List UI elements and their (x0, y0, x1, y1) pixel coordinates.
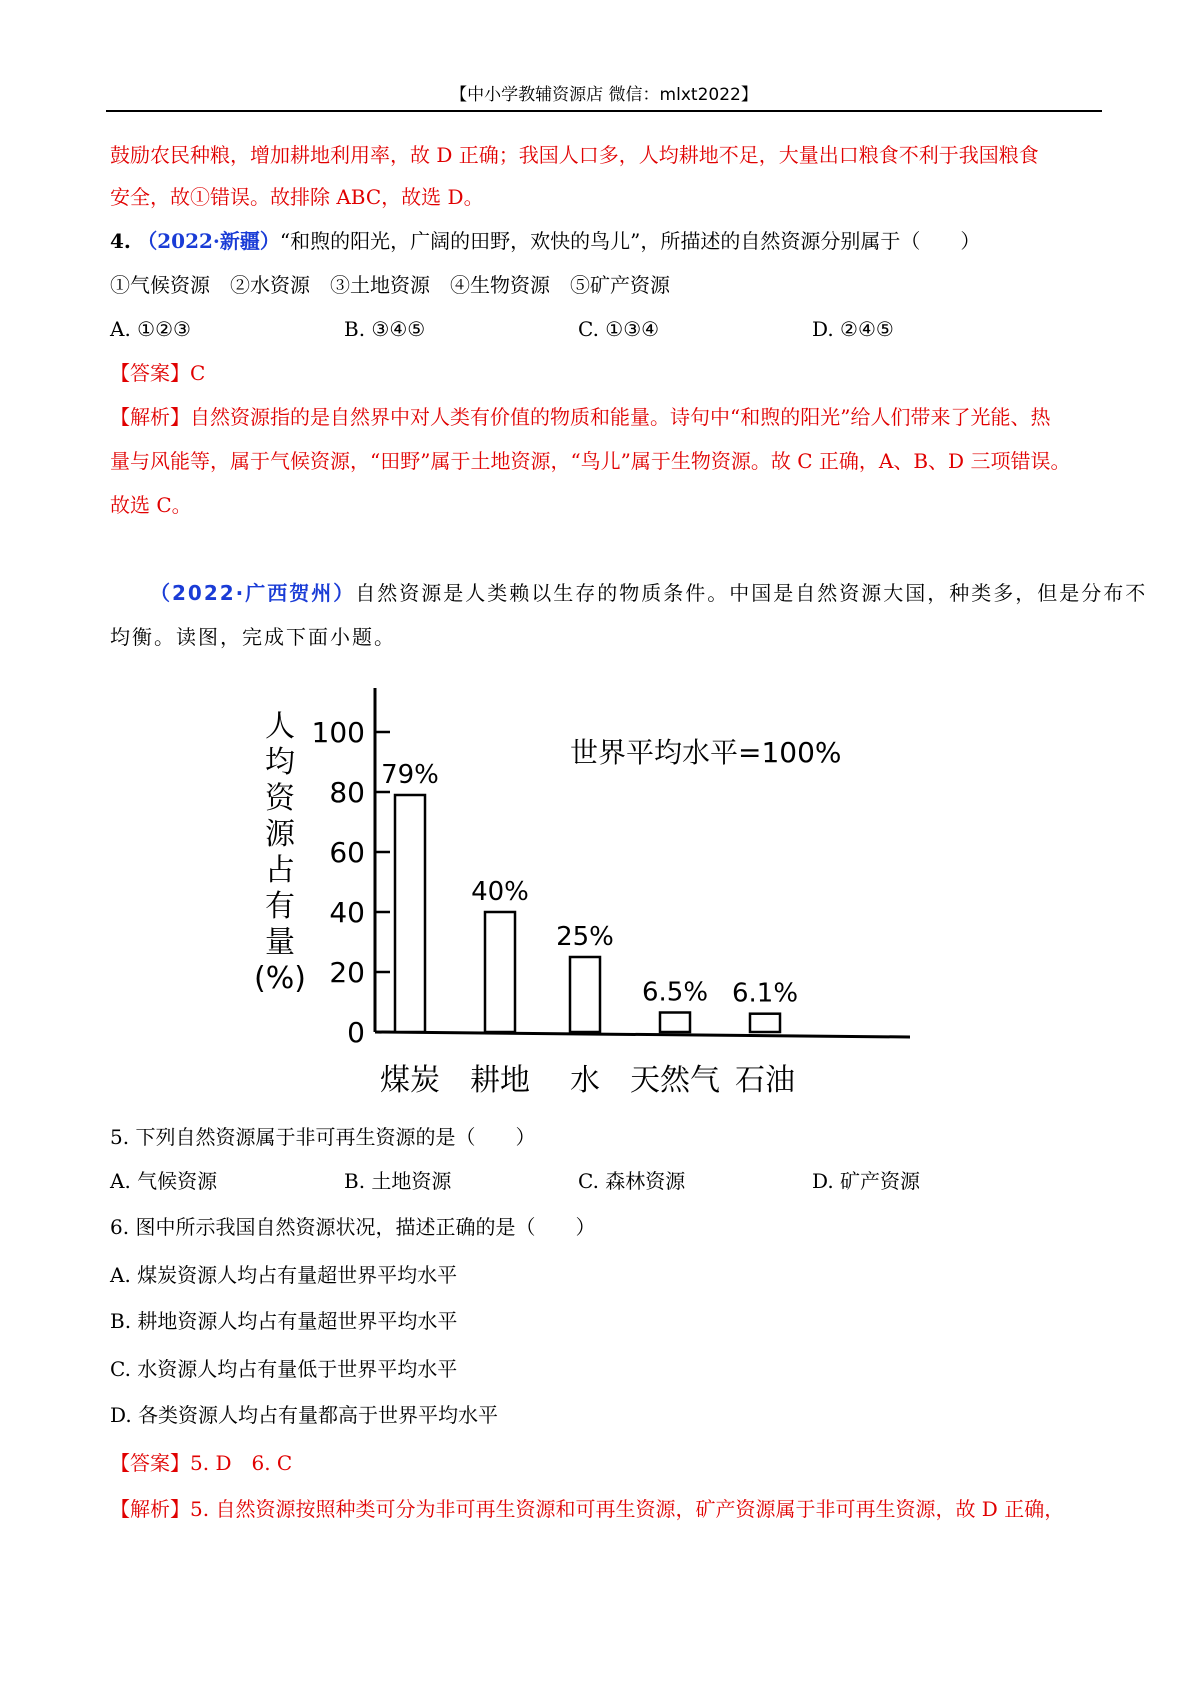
resource-bar-chart (254, 680, 920, 1100)
category-label: 水 (570, 1063, 600, 1098)
bar-煤炭 (395, 795, 425, 1032)
y-axis-label-char: 源 (265, 817, 295, 852)
question-6-option-a: A. 煤炭资源人均占有量超世界平均水平 (110, 1263, 458, 1287)
analysis-label: 【解析】 (110, 1497, 190, 1521)
data-label: 79% (381, 760, 439, 790)
y-axis-label-char: (%) (254, 961, 306, 996)
group-stem-line-1 (150, 578, 1147, 608)
answer-value: C (190, 361, 206, 385)
question-4-text: “和煦的阳光，广阔的田野，欢快的鸟儿”，所描述的自然资源分别属于（ ） (279, 229, 981, 253)
analysis-5-6 (110, 1494, 1064, 1524)
question-6-option-c: C. 水资源人均占有量低于世界平均水平 (110, 1357, 458, 1381)
analysis-label: 【解析】 (110, 405, 190, 429)
question-5-option-a: A. 气候资源 (110, 1169, 218, 1193)
answer-label: 【答案】 (110, 1451, 190, 1475)
y-axis-label-char: 量 (265, 925, 295, 960)
question-4-option-a: A. ①②③ (110, 317, 191, 341)
question-4-answer (110, 358, 205, 388)
question-4-analysis-line-1 (110, 402, 1050, 432)
question-6-stem: 6. 图中所示我国自然资源状况，描述正确的是（ ） (110, 1215, 596, 1239)
data-label: 40% (471, 877, 529, 907)
header-divider (106, 110, 1102, 112)
question-4-stem (110, 226, 980, 256)
data-label: 25% (556, 922, 614, 952)
bar-天然气 (660, 1013, 690, 1033)
y-axis-label-char: 均 (265, 745, 295, 780)
y-axis-label-char: 有 (265, 889, 295, 924)
question-6-option-d: D. 各类资源人均占有量都高于世界平均水平 (110, 1403, 499, 1427)
answer-value: 5. D 6. C (190, 1451, 293, 1475)
group-stem-line-2: 均衡。读图，完成下面小题。 (110, 625, 396, 649)
y-axis-label-char: 人 (265, 709, 295, 744)
question-6-option-b: B. 耕地资源人均占有量超世界平均水平 (110, 1309, 458, 1333)
category-label: 耕地 (470, 1063, 530, 1098)
question-5-stem: 5. 下列自然资源属于非可再生资源的是（ ） (110, 1125, 536, 1149)
question-4-analysis-line-3: 故选 C。 (110, 493, 192, 517)
y-axis-label-char: 资 (265, 781, 295, 816)
question-5-option-c: C. 森林资源 (578, 1169, 686, 1193)
group-stem-text: 自然资源是人类赖以生存的物质条件。中国是自然资源大国，种类多，但是分布不 (355, 581, 1148, 605)
intro-analysis-line-1: 鼓励农民种粮，增加耕地利用率，故 D 正确；我国人口多，人均耕地不足，大量出口粮食不利于我国粮食 (110, 143, 1039, 167)
page-header: 【中小学教辅资源店 微信：mlxt2022】 (450, 85, 758, 105)
category-label: 石油 (735, 1063, 795, 1098)
y-tick-label: 80 (329, 776, 365, 809)
analysis-text-1: 自然资源指的是自然界中对人类有价值的物质和能量。诗句中“和煦的阳光”给人们带来了光能、热 (190, 405, 1051, 429)
group-source: （2022·广西贺州） (150, 581, 356, 605)
chart-title: 世界平均水平=100% (570, 736, 842, 769)
data-label: 6.5% (641, 977, 709, 1008)
question-4-option-c: C. ①③④ (578, 317, 660, 341)
question-4-number: 4. (110, 229, 131, 253)
y-tick-label: 40 (329, 896, 365, 929)
intro-analysis-line-2: 安全，故①错误。故排除 ABC，故选 D。 (110, 185, 484, 209)
analysis-text: 5. 自然资源按照种类可分为非可再生资源和可再生资源，矿产资源属于非可再生资源，故 D 正确， (190, 1497, 1065, 1521)
question-4-source: （2022·新疆） (137, 229, 280, 253)
question-4-option-d: D. ②④⑤ (812, 317, 894, 341)
y-tick-label: 100 (311, 716, 365, 749)
category-label: 煤炭 (380, 1063, 440, 1098)
y-tick-label: 20 (329, 956, 365, 989)
y-tick-label: 0 (347, 1016, 365, 1049)
category-label: 天然气 (630, 1063, 720, 1098)
question-4-analysis-line-2: 量与风能等，属于气候资源，“田野”属于土地资源，“鸟儿”属于生物资源。故 C 正确，A、B、D 三项错误。 (110, 449, 1071, 473)
bar-石油 (750, 1014, 780, 1032)
bar-耕地 (485, 912, 515, 1032)
question-5-option-b: B. 土地资源 (344, 1169, 452, 1193)
answer-label: 【答案】 (110, 361, 190, 385)
question-5-option-d: D. 矿产资源 (812, 1169, 921, 1193)
data-label: 6.1% (731, 978, 799, 1009)
y-tick-label: 60 (329, 836, 365, 869)
y-axis-label-char: 占 (265, 853, 295, 888)
question-4-option-b: B. ③④⑤ (344, 317, 426, 341)
answer-5-6 (110, 1448, 292, 1478)
x-axis-line (375, 1032, 910, 1037)
bar-水 (570, 957, 600, 1032)
question-4-items: ①气候资源 ②水资源 ③土地资源 ④生物资源 ⑤矿产资源 (110, 273, 670, 297)
